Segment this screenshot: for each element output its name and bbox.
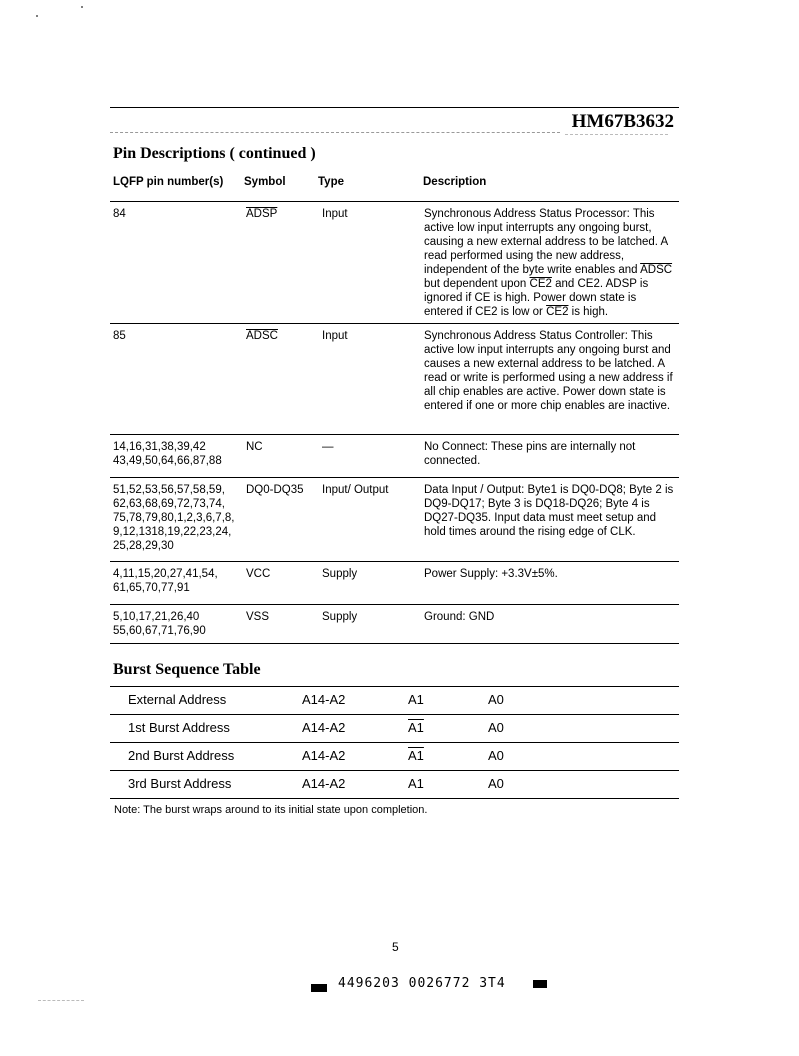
table-header	[110, 175, 679, 202]
header-dashed-rule	[565, 134, 668, 135]
column-header: Type	[318, 176, 344, 188]
pin-numbers: 51,52,53,56,57,58,59, 62,63,68,69,72,73,74, 75,78,79,80,1,2,3,6,7,8, 9,12,1318,19,22,23,24, 25,28,29,30	[113, 484, 235, 552]
pin-type: Supply	[322, 611, 358, 623]
pin-symbol: ADSP	[246, 208, 278, 220]
pin-symbol: DQ0-DQ35	[246, 484, 304, 496]
cell-address-name: 2nd Burst Address	[128, 748, 235, 763]
scan-speck	[81, 6, 83, 8]
table-row	[110, 743, 679, 771]
pin-symbol: VCC	[246, 568, 271, 580]
pin-description: Power Supply: +3.3V±5%.	[424, 568, 558, 580]
column-header: Description	[423, 176, 487, 188]
cell-a14-a2: A14-A2	[302, 748, 346, 763]
pin-numbers: 5,10,17,21,26,40 55,60,67,71,76,90	[113, 611, 206, 637]
cell-a14-a2: A14-A2	[302, 776, 346, 791]
cell-a1: A1	[408, 692, 424, 707]
table-row	[110, 687, 679, 715]
barcode-block-right	[533, 980, 547, 988]
pin-descriptions-table	[110, 175, 679, 644]
pin-symbol: VSS	[246, 611, 270, 623]
pin-type: —	[322, 441, 334, 453]
burst-sequence-table	[110, 686, 679, 799]
pin-description: Synchronous Address Status Controller: This active low input interrupts any ongoing burst and causes a new external address to be latched. A read or write is performed using a new address if all chip enables are active. Power down state is entered if one or more chip enables are inactive.	[424, 330, 673, 412]
pin-numbers: 84	[113, 208, 126, 220]
cell-a0: A0	[488, 720, 504, 735]
barcode-block-left	[311, 984, 327, 992]
cell-a1: A1	[408, 776, 424, 791]
header-rule	[110, 107, 679, 108]
pin-type: Input	[322, 208, 348, 220]
header-dashed-rule	[110, 132, 560, 133]
pin-description: Synchronous Address Status Processor: This active low input interrupts any ongoing burst, causing a new external address to be latched. A read performed using the new address, independent of the byte write enables and ADSC but dependent upon CE2 and CE2. ADSP is ignored if CE is high. Power down state is entered if CE2 is low or CE2 is high.	[424, 208, 673, 318]
cell-a14-a2: A14-A2	[302, 720, 346, 735]
table-row	[110, 715, 679, 743]
cell-a0: A0	[488, 692, 504, 707]
pin-numbers: 4,11,15,20,27,41,54, 61,65,70,77,91	[113, 568, 218, 594]
table-row	[110, 435, 679, 478]
barcode-text: 4496203 0026772 3T4	[338, 976, 506, 991]
cell-a0: A0	[488, 776, 504, 791]
cell-a0: A0	[488, 748, 504, 763]
table-row	[110, 605, 679, 644]
pin-description: Data Input / Output: Byte1 is DQ0-DQ8; Byte 2 is DQ9-DQ17; Byte 3 is DQ18-DQ26; Byte 4 is DQ27-DQ35. Input data must meet setup and hold times around the rising edge of CLK.	[424, 484, 674, 538]
column-header: LQFP pin number(s)	[113, 176, 224, 188]
pin-type: Supply	[322, 568, 358, 580]
burst-note: Note: The burst wraps around to its initial state upon completion.	[114, 804, 428, 816]
pin-symbol: ADSC	[246, 330, 278, 342]
pin-numbers: 85	[113, 330, 126, 342]
pin-type: Input/ Output	[322, 484, 389, 496]
cell-address-name: External Address	[128, 692, 227, 707]
burst-table-title: Burst Sequence Table	[113, 661, 261, 678]
table-row	[110, 202, 679, 324]
page-number: 5	[392, 940, 399, 954]
pin-descriptions-title: Pin Descriptions ( continued )	[113, 145, 316, 162]
scan-artifact	[38, 1000, 84, 1001]
table-row	[110, 771, 679, 799]
table-row	[110, 562, 679, 605]
cell-address-name: 3rd Burst Address	[128, 776, 232, 791]
pin-description: No Connect: These pins are internally not connected.	[424, 441, 636, 467]
table-row	[110, 478, 679, 562]
pin-numbers: 14,16,31,38,39,42 43,49,50,64,66,87,88	[113, 441, 222, 467]
table-row	[110, 324, 679, 435]
part-number: HM67B3632	[571, 111, 674, 132]
cell-a1: A1	[408, 720, 424, 735]
cell-address-name: 1st Burst Address	[128, 720, 230, 735]
cell-a1: A1	[408, 748, 424, 763]
pin-type: Input	[322, 330, 348, 342]
pin-symbol: NC	[246, 441, 263, 453]
cell-a14-a2: A14-A2	[302, 692, 346, 707]
pin-description: Ground: GND	[424, 611, 495, 623]
scan-speck	[36, 15, 38, 17]
column-header: Symbol	[244, 176, 286, 188]
